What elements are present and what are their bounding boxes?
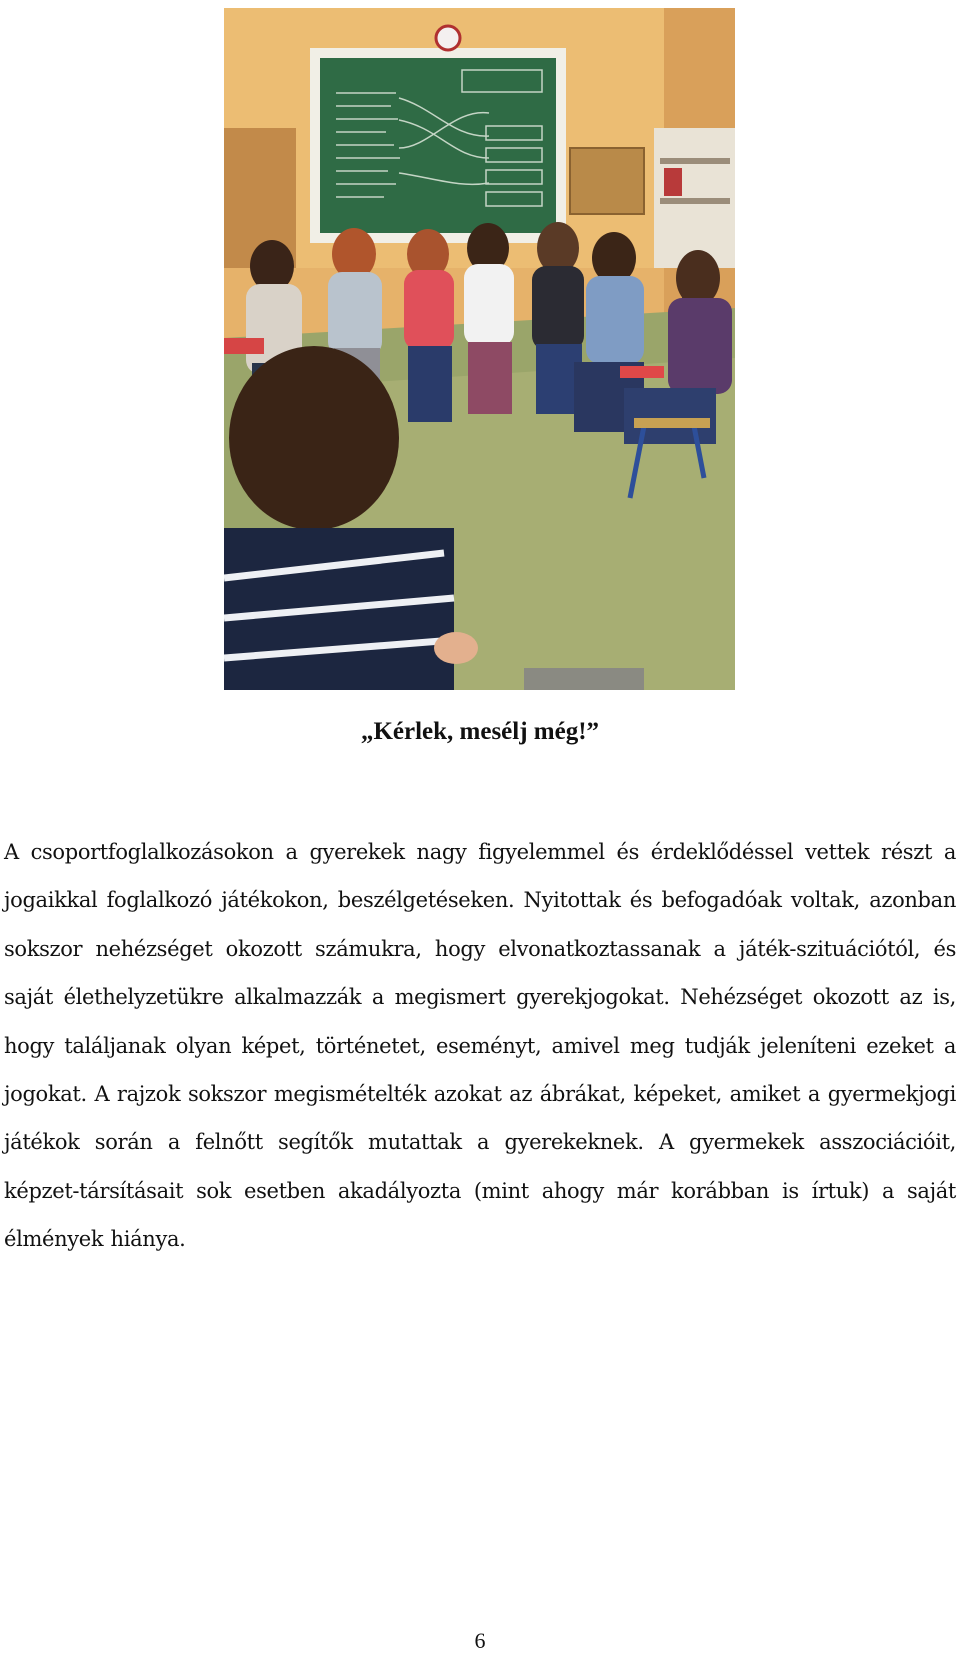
classroom-photo-illustration [224, 8, 735, 690]
body-paragraph: A csoportfoglalkozásokon a gyerekek nagy figyelemmel és érdeklődéssel vettek részt a jogaikkal foglalkozó játékokon, beszélgetéseken. Nyitottak és befogadóak voltak, azonban sokszor nehézséget okozott számukra, hogy elvonatkoztassanak a játék-szituációtól, és saját élethelyzetükre alkalmazzák a megismert gyerekjogokat. Nehézséget okozott az is, hogy találjanak olyan képet, történetet, eseményt, amivel meg tudják jeleníteni ezeket a jogokat. A rajzok sokszor megismételték azokat az ábrákat, képeket, amiket a gyermekjogi játékok során a felnőtt segítők mutattak a gyerekeknek. A gyermekek asszociációit, képzet-társításait sok esetben akadályozta (mint ahogy már korábban is írtuk) a saját élmények hiánya. [4, 840, 956, 1252]
page-number: 6 [474, 1628, 486, 1653]
classroom-photo [224, 8, 735, 690]
photo-caption: „Kérlek, mesélj még!” [360, 718, 600, 745]
